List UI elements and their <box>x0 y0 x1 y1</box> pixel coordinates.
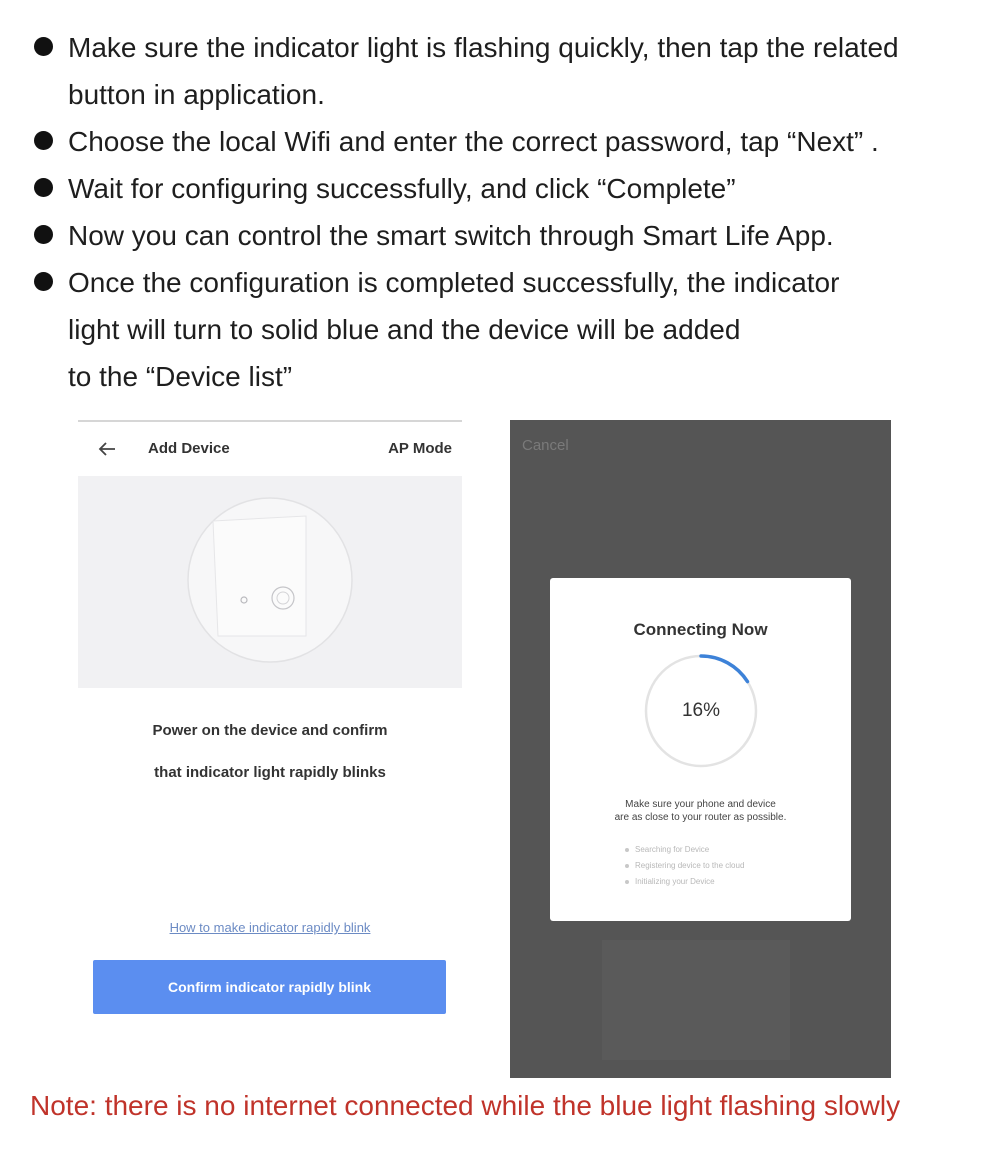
warning-note: Note: there is no internet connected while the blue light flashing slowly <box>30 1090 901 1121</box>
step-label: Searching for Device <box>635 845 710 854</box>
dot-icon <box>625 848 629 852</box>
dialog-title: Connecting Now <box>633 620 768 639</box>
page-title: Add Device <box>148 440 230 457</box>
bullet-icon <box>34 37 53 56</box>
step-item <box>625 874 845 890</box>
step-item <box>625 842 845 858</box>
connection-steps <box>625 842 845 890</box>
instruction-text: Choose the local Wifi and enter the correct password, tap “Next” . <box>68 126 879 157</box>
background-shade <box>602 940 790 1060</box>
message-line: are as close to your router as possible. <box>614 812 787 823</box>
instruction-text: Make sure the indicator light is flashing quickly, then tap the related <box>68 32 899 63</box>
connecting-dialog <box>550 578 851 921</box>
progress-percent: 16% <box>681 700 721 721</box>
instruction-item <box>32 212 982 259</box>
arrow-left-icon[interactable] <box>96 438 118 460</box>
help-link[interactable]: How to make indicator rapidly blink <box>169 920 371 935</box>
divider <box>78 420 462 422</box>
instruction-text: to the “Device list” <box>68 361 293 392</box>
step-label: Initializing your Device <box>635 877 715 886</box>
bullet-icon <box>34 131 53 150</box>
switch-device-icon <box>78 476 462 688</box>
message-line: Make sure your phone and device <box>625 799 776 810</box>
bullet-icon <box>34 225 53 244</box>
bullet-icon <box>34 272 53 291</box>
instruction-list <box>32 24 982 400</box>
instruction-line: that indicator light rapidly blinks <box>154 764 386 781</box>
connecting-screen <box>510 420 891 1078</box>
ap-mode-link[interactable]: AP Mode <box>388 440 452 457</box>
instruction-line: Power on the device and confirm <box>152 722 388 739</box>
instruction-text: light will turn to solid blue and the device will be added <box>68 314 741 345</box>
instruction-text: button in application. <box>68 79 325 110</box>
bullet-icon <box>34 178 53 197</box>
instruction-item <box>32 165 982 212</box>
device-illustration <box>78 476 462 688</box>
cancel-button[interactable]: Cancel <box>522 437 569 454</box>
instruction-item <box>32 259 982 400</box>
instruction-text: Once the configuration is completed successfully, the indicator <box>68 267 840 298</box>
instruction-text: Now you can control the smart switch through Smart Life App. <box>68 220 834 251</box>
instruction-item <box>32 118 982 165</box>
instruction-item <box>32 24 982 118</box>
power-on-instruction <box>78 710 462 794</box>
dot-icon <box>625 880 629 884</box>
step-label: Registering device to the cloud <box>635 861 745 870</box>
instruction-text: Wait for configuring successfully, and click “Complete” <box>68 173 736 204</box>
step-item <box>625 858 845 874</box>
dot-icon <box>625 864 629 868</box>
add-device-screen <box>78 420 462 1020</box>
confirm-blink-button[interactable]: Confirm indicator rapidly blink <box>93 960 446 1014</box>
proximity-message <box>550 798 851 824</box>
